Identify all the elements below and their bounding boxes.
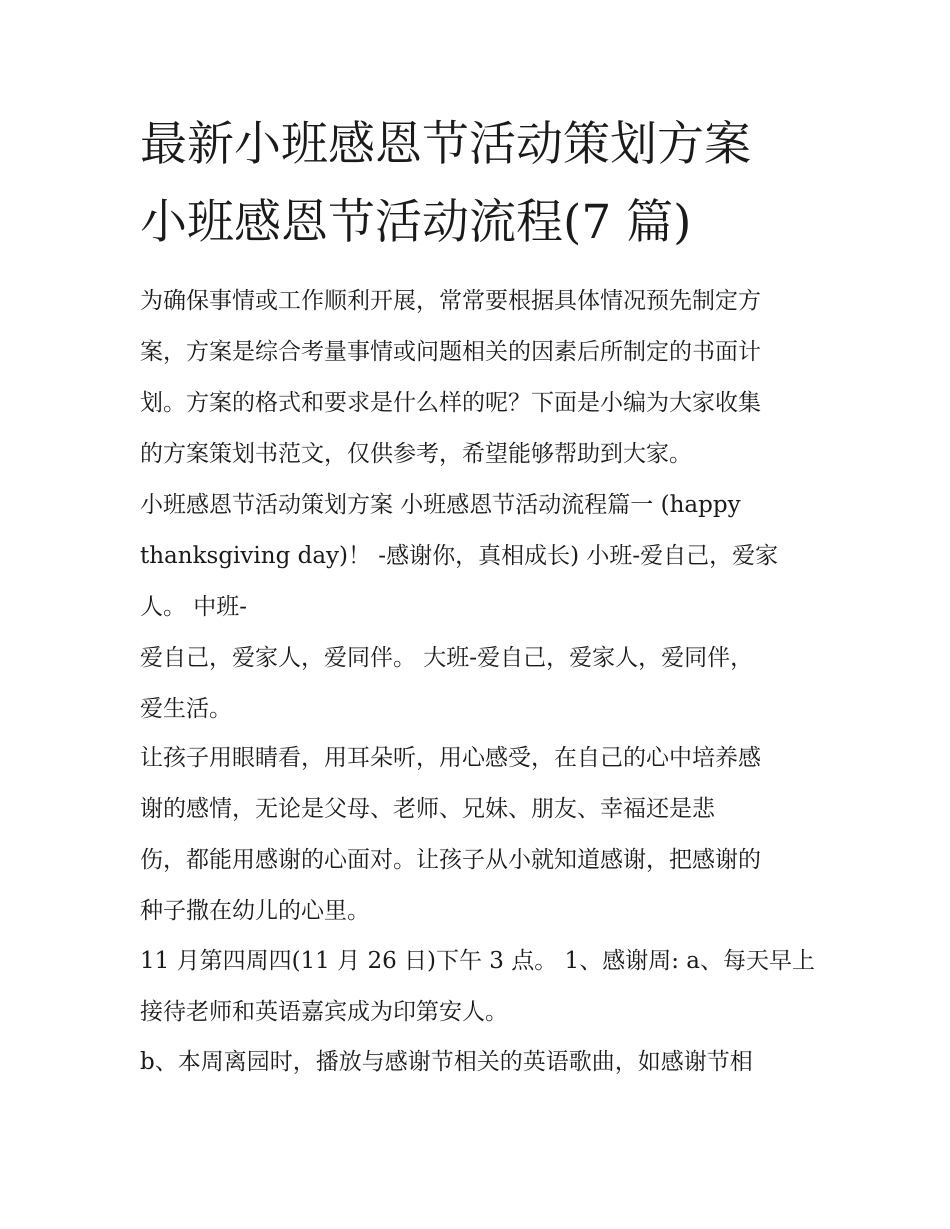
body-text-line: 案，方案是综合考量事情或问题相关的因素后所制定的书面计: [140, 339, 761, 365]
document-title-line-2: 小班感恩节活动流程(7 篇): [140, 195, 692, 250]
body-text-line: 划。方案的格式和要求是什么样的呢？下面是小编为大家收集: [140, 390, 761, 416]
body-text-line: 11 月第四周四(11 月 26 日)下午 3 点。 1、感谢周: a、每天早上: [140, 948, 815, 974]
document-title-line-1: 最新小班感恩节活动策划方案: [140, 117, 751, 172]
body-text-line: thanksgiving day)！ -感谢你，真相成长) 小班-爱自己，爱家: [140, 543, 779, 569]
body-text-line: b、本周离园时，播放与感谢节相关的英语歌曲，如感谢节相: [140, 1049, 753, 1075]
body-text-line: 伤，都能用感谢的心面对。让孩子从小就知道感谢，把感谢的: [140, 847, 761, 873]
body-text-line: 人。 中班-: [140, 594, 248, 620]
body-text-line: 接待老师和英语嘉宾成为印第安人。: [140, 999, 508, 1025]
body-text-line: 的方案策划书范文，仅供参考，希望能够帮助到大家。: [140, 441, 692, 467]
body-text-line: 爱自己，爱家人，爱同伴。 大班-爱自己，爱家人，爱同伴，: [140, 645, 754, 671]
body-text-line: 谢的感情，无论是父母、老师、兄妹、朋友、幸福还是悲: [140, 796, 715, 822]
body-text-line: 种子撒在幼儿的心里。: [140, 898, 370, 924]
body-text-line: 为确保事情或工作顺利开展，常常要根据具体情况预先制定方: [140, 288, 761, 314]
body-text-line: 让孩子用眼睛看，用耳朵听，用心感受，在自己的心中培养感: [140, 745, 761, 771]
body-text-line: 爱生活。: [140, 696, 232, 722]
body-text-line: 小班感恩节活动策划方案 小班感恩节活动流程篇一 (happy: [140, 492, 741, 518]
